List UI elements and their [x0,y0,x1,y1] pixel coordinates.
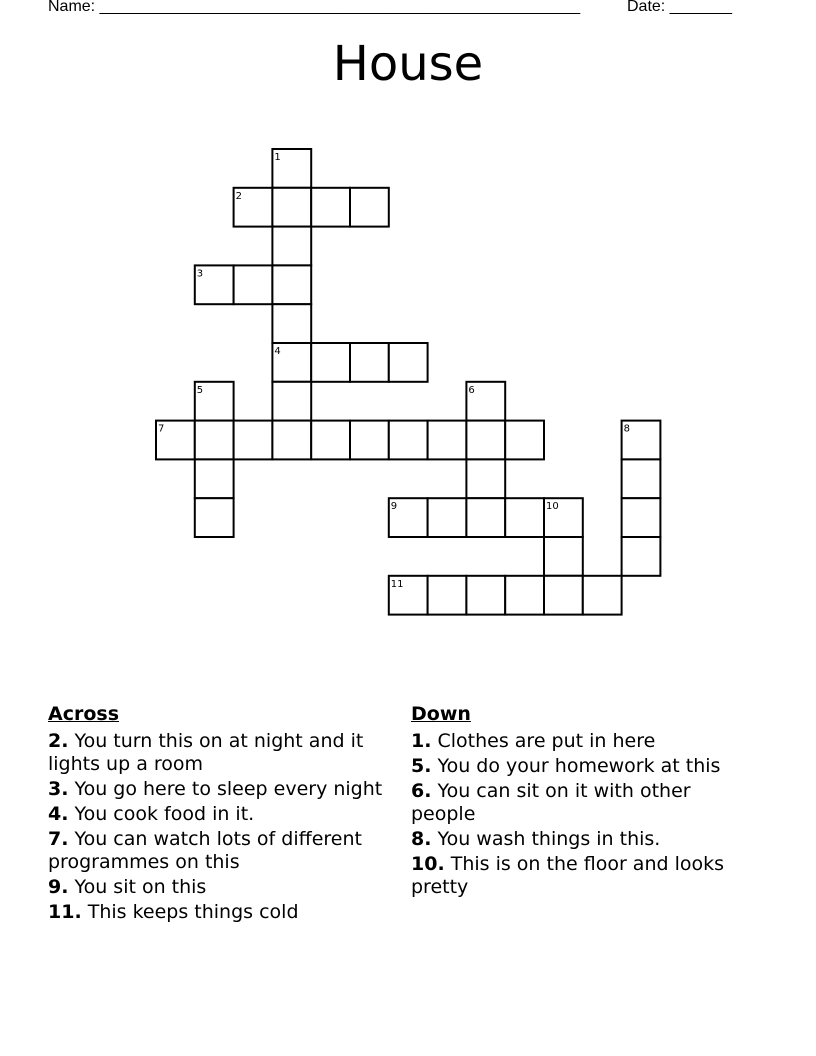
clue-number-label: 8 [623,423,630,435]
grid-cell[interactable] [583,576,622,615]
clue-number-label: 5 [196,384,204,396]
grid-cell[interactable] [234,188,273,227]
grid-cell[interactable] [311,343,350,382]
grid-cell[interactable] [466,459,505,498]
clue-number-label: 4 [274,346,281,357]
grid-cell[interactable] [389,576,428,615]
date-field[interactable]: Date: _______ [627,0,732,15]
grid-cell[interactable] [272,265,311,304]
grid-cell[interactable] [505,498,544,537]
grid-cell[interactable] [272,343,311,382]
grid-cell[interactable] [389,498,428,537]
grid-cell[interactable] [311,421,350,460]
clue-number-label: 9 [390,501,398,513]
grid-cell[interactable] [466,576,505,615]
clue-across: 3. You go here to sleep every night [48,778,383,800]
clue-number-label: 6 [468,384,475,396]
clue-down: 1. Clothes are put in here [411,730,656,752]
grid-cell[interactable] [272,421,311,460]
grid-cell[interactable] [389,343,428,382]
grid-cell[interactable] [272,188,311,227]
grid-cell[interactable] [622,537,661,576]
grid-cell[interactable] [195,421,234,460]
clue-across: 4. You cook food in it. [48,803,255,825]
grid-cell[interactable] [466,498,505,537]
grid-cell[interactable] [311,188,350,227]
clue-down: 10. This is on the floor and looks pretty [411,853,725,898]
grid-cell[interactable] [622,459,661,498]
grid-cell[interactable] [272,149,311,188]
across-clues [48,703,383,926]
clue-number-label: 7 [158,423,165,435]
clue-across: 9. You sit on this [48,876,207,898]
grid-cell[interactable] [195,382,234,421]
grid-cell[interactable] [466,421,505,460]
grid-cell[interactable] [622,421,661,460]
grid-cell[interactable] [544,537,583,576]
across-heading: Across [48,703,120,725]
grid-cell[interactable] [428,498,467,537]
clue-number-label: 2 [235,190,242,202]
clue-number-label: 1 [274,152,281,163]
grid-cell[interactable] [195,459,234,498]
clue-down: 5. You do your homework at this [411,755,721,777]
grid-cell[interactable] [505,576,544,615]
grid-cell[interactable] [428,576,467,615]
clue-across: 2. You turn this on at night and it lights up a room [48,730,364,775]
grid-cell[interactable] [195,498,234,537]
clue-number-label: 3 [196,268,204,280]
grid-cell[interactable] [272,304,311,343]
grid-cell[interactable] [156,421,195,460]
grid-cell[interactable] [505,421,544,460]
grid-cell[interactable] [544,576,583,615]
grid-cell[interactable] [272,382,311,421]
clue-down: 8. You wash things in this. [411,828,661,850]
grid-cell[interactable] [622,498,661,537]
grid-cell[interactable] [389,421,428,460]
down-clues [411,703,751,901]
grid-cell[interactable] [544,498,583,537]
grid-cell[interactable] [466,382,505,421]
name-field[interactable]: Name: ______________________________________________________ [48,0,581,15]
clue-across: 11. This keeps things cold [48,901,299,923]
grid-cell[interactable] [350,421,389,460]
grid-cell[interactable] [272,227,311,266]
clue-across: 7. You can watch lots of different programmes on this [48,828,362,873]
grid-cell[interactable] [234,265,273,304]
puzzle-title: House [332,36,484,92]
header [48,0,768,16]
grid-cell[interactable] [350,188,389,227]
grid-cell[interactable] [195,265,234,304]
clue-down: 6. You can sit on it with other people [411,780,691,825]
clue-number-label: 11 [390,578,404,590]
grid-cell[interactable] [234,421,273,460]
grid-cell[interactable] [350,343,389,382]
grid-cell[interactable] [428,421,467,460]
clue-number-label: 10 [546,501,559,513]
down-heading: Down [411,703,471,725]
